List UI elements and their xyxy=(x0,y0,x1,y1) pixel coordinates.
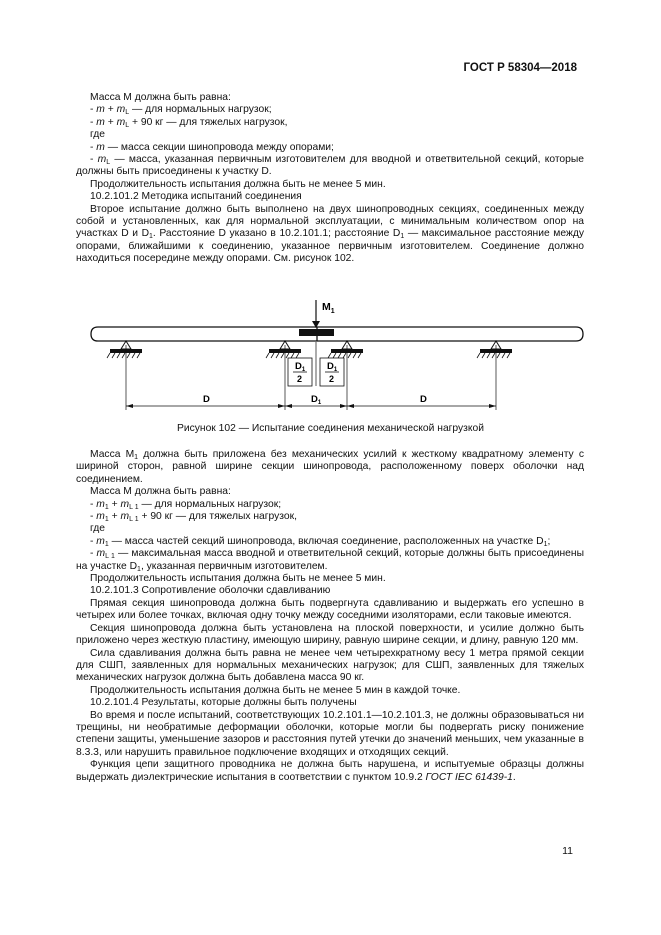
list-item: - $m_L$ — масса, указанная первичным изготовителем для вводной и ответвительной секций, которые должны быть присоединены к участку D. xyxy=(76,154,584,178)
half-d1-right-label: $D_1$ xyxy=(327,361,338,373)
dimension-d1: $D_1$ xyxy=(311,394,322,406)
paragraph: Сила сдавливания должна быть равна не менее чем четырехкратному весу 1 метра прямой секции для СШП, заявленных для нормальных механических нагрузок; для СШП, заявленных для тяжелых механических нагрузок должна быть добавлена масса 90 кг. xyxy=(76,647,584,684)
paragraph: Во время и после испытаний, соответствующих 10.2.101.1—10.2.101.3, не должны образовываться ни трещины, ни необратимые деформации оболочки, которые могли бы подвергать риску понижение степени защиты, уменьшение зазоров и расстояния путей утечки до значений меньших, чем указанные в 8.3.3, или нарушить правильное подключение входящих и отходящих секций. xyxy=(76,709,584,758)
paragraph: Секция шинопровода должна быть установлена на плоской поверхности, и усилие должно быть приложено через жесткую пластину, имеющую ширину, равную ширине секции, и длину, равную 120 мм. xyxy=(76,622,584,647)
load-plate xyxy=(299,329,334,336)
paragraph: Продолжительность испытания должна быть не менее 5 мин. xyxy=(90,573,386,585)
list-item: - $m_1 + m_{L 1}$ — для нормальных нагрузок; xyxy=(90,498,282,511)
page-number: 11 xyxy=(562,845,573,857)
list-item: - $m_1 + m_{L 1} + 90$ кг — для тяжелых нагрузок, xyxy=(90,511,297,524)
figure-102-diagram xyxy=(88,301,588,418)
paragraph: Функция цепи защитного проводника не должна быть нарушена, и испытуемые образцы должны выдержать диэлектрические испытания в соответствии с пунктом 10.9.2 ГОСТ IEC 61439-1. xyxy=(76,759,584,783)
paragraph: Прямая секция шинопровода должна быть подвергнута сдавливанию и выдержать его успешно в четырех или более точках, включая одну точку между соседними изоляторами, если таковые имеются. xyxy=(76,597,584,622)
paragraph: где xyxy=(90,523,106,535)
paragraph: Масса М должна быть равна: xyxy=(90,92,231,103)
paragraph: Масса $M_1$ должна быть приложена без механических усилий к жесткому квадратному элементу с шириной сторон, равной ширине секции шинопровода, расположенному поверх оболочки над соединением. xyxy=(76,449,584,485)
paragraph: Продолжительность испытания должна быть не менее 5 мин в каждой точке. xyxy=(90,684,461,696)
support-2 xyxy=(266,341,301,358)
dimension-d-right: D xyxy=(420,394,427,405)
figure-caption: Рисунок 102 — Испытание соединения механической нагрузкой xyxy=(176,423,485,434)
paragraph: Второе испытание должно быть выполнено на двух шинопроводных секциях, соединенных между собой и установленных, как для нормальной эксплуатации, с минимальным количеством опор на участках D и $D_1$. Расстояние D указано в 10.2.101.1; расстояние $D_1$ — максимальное расстояние между опорами, ближайшими к соединению, указанное первичным изготовителем. Соединение должно находиться посередине между опорами. См. рисунок 102. xyxy=(76,203,584,265)
list-item: - $m_1$ — масса частей секций шинопровода, включая соединение, расположенных на участке $D_1$; xyxy=(90,535,551,548)
document-header: ГОСТ Р 58304—2018 xyxy=(463,62,577,74)
dimension-d-left: D xyxy=(203,394,210,405)
support-1 xyxy=(107,341,142,358)
half-d1-left-label: $D_1$ xyxy=(295,361,306,373)
text-block-1 xyxy=(76,92,584,266)
section-heading: 10.2.101.4 Результаты, которые должны быть получены xyxy=(90,697,357,709)
half-d1-right-den: 2 xyxy=(329,374,335,384)
support-4 xyxy=(477,341,512,358)
section-heading: 10.2.101.2 Методика испытаний соединения xyxy=(90,191,302,203)
section-heading: 10.2.101.3 Сопротивление оболочки сдавливанию xyxy=(90,585,331,597)
list-item: - $m_{L 1}$ — максимальная масса вводной и ответвительной секций, которые должны быть присоединены на участке $D_1$, указанная первичным изготовителем. xyxy=(76,548,584,573)
list-item: - $m + m_L + 90$ кг — для тяжелых нагрузок, xyxy=(90,116,288,129)
paragraph: Масса М должна быть равна: xyxy=(90,486,231,498)
load-label: $M_1$ xyxy=(322,301,335,315)
busbar-left-section xyxy=(91,327,583,341)
paragraph: Продолжительность испытания должна быть не менее 5 мин. xyxy=(90,178,386,190)
list-item: - m — масса секции шинопровода между опорами; xyxy=(90,141,334,153)
list-item: - $m + m_L$ — для нормальных нагрузок; xyxy=(90,104,272,117)
support-3 xyxy=(328,341,363,358)
half-d1-left-den: 2 xyxy=(297,374,303,384)
paragraph: где xyxy=(90,129,106,141)
text-block-2 xyxy=(76,449,584,784)
